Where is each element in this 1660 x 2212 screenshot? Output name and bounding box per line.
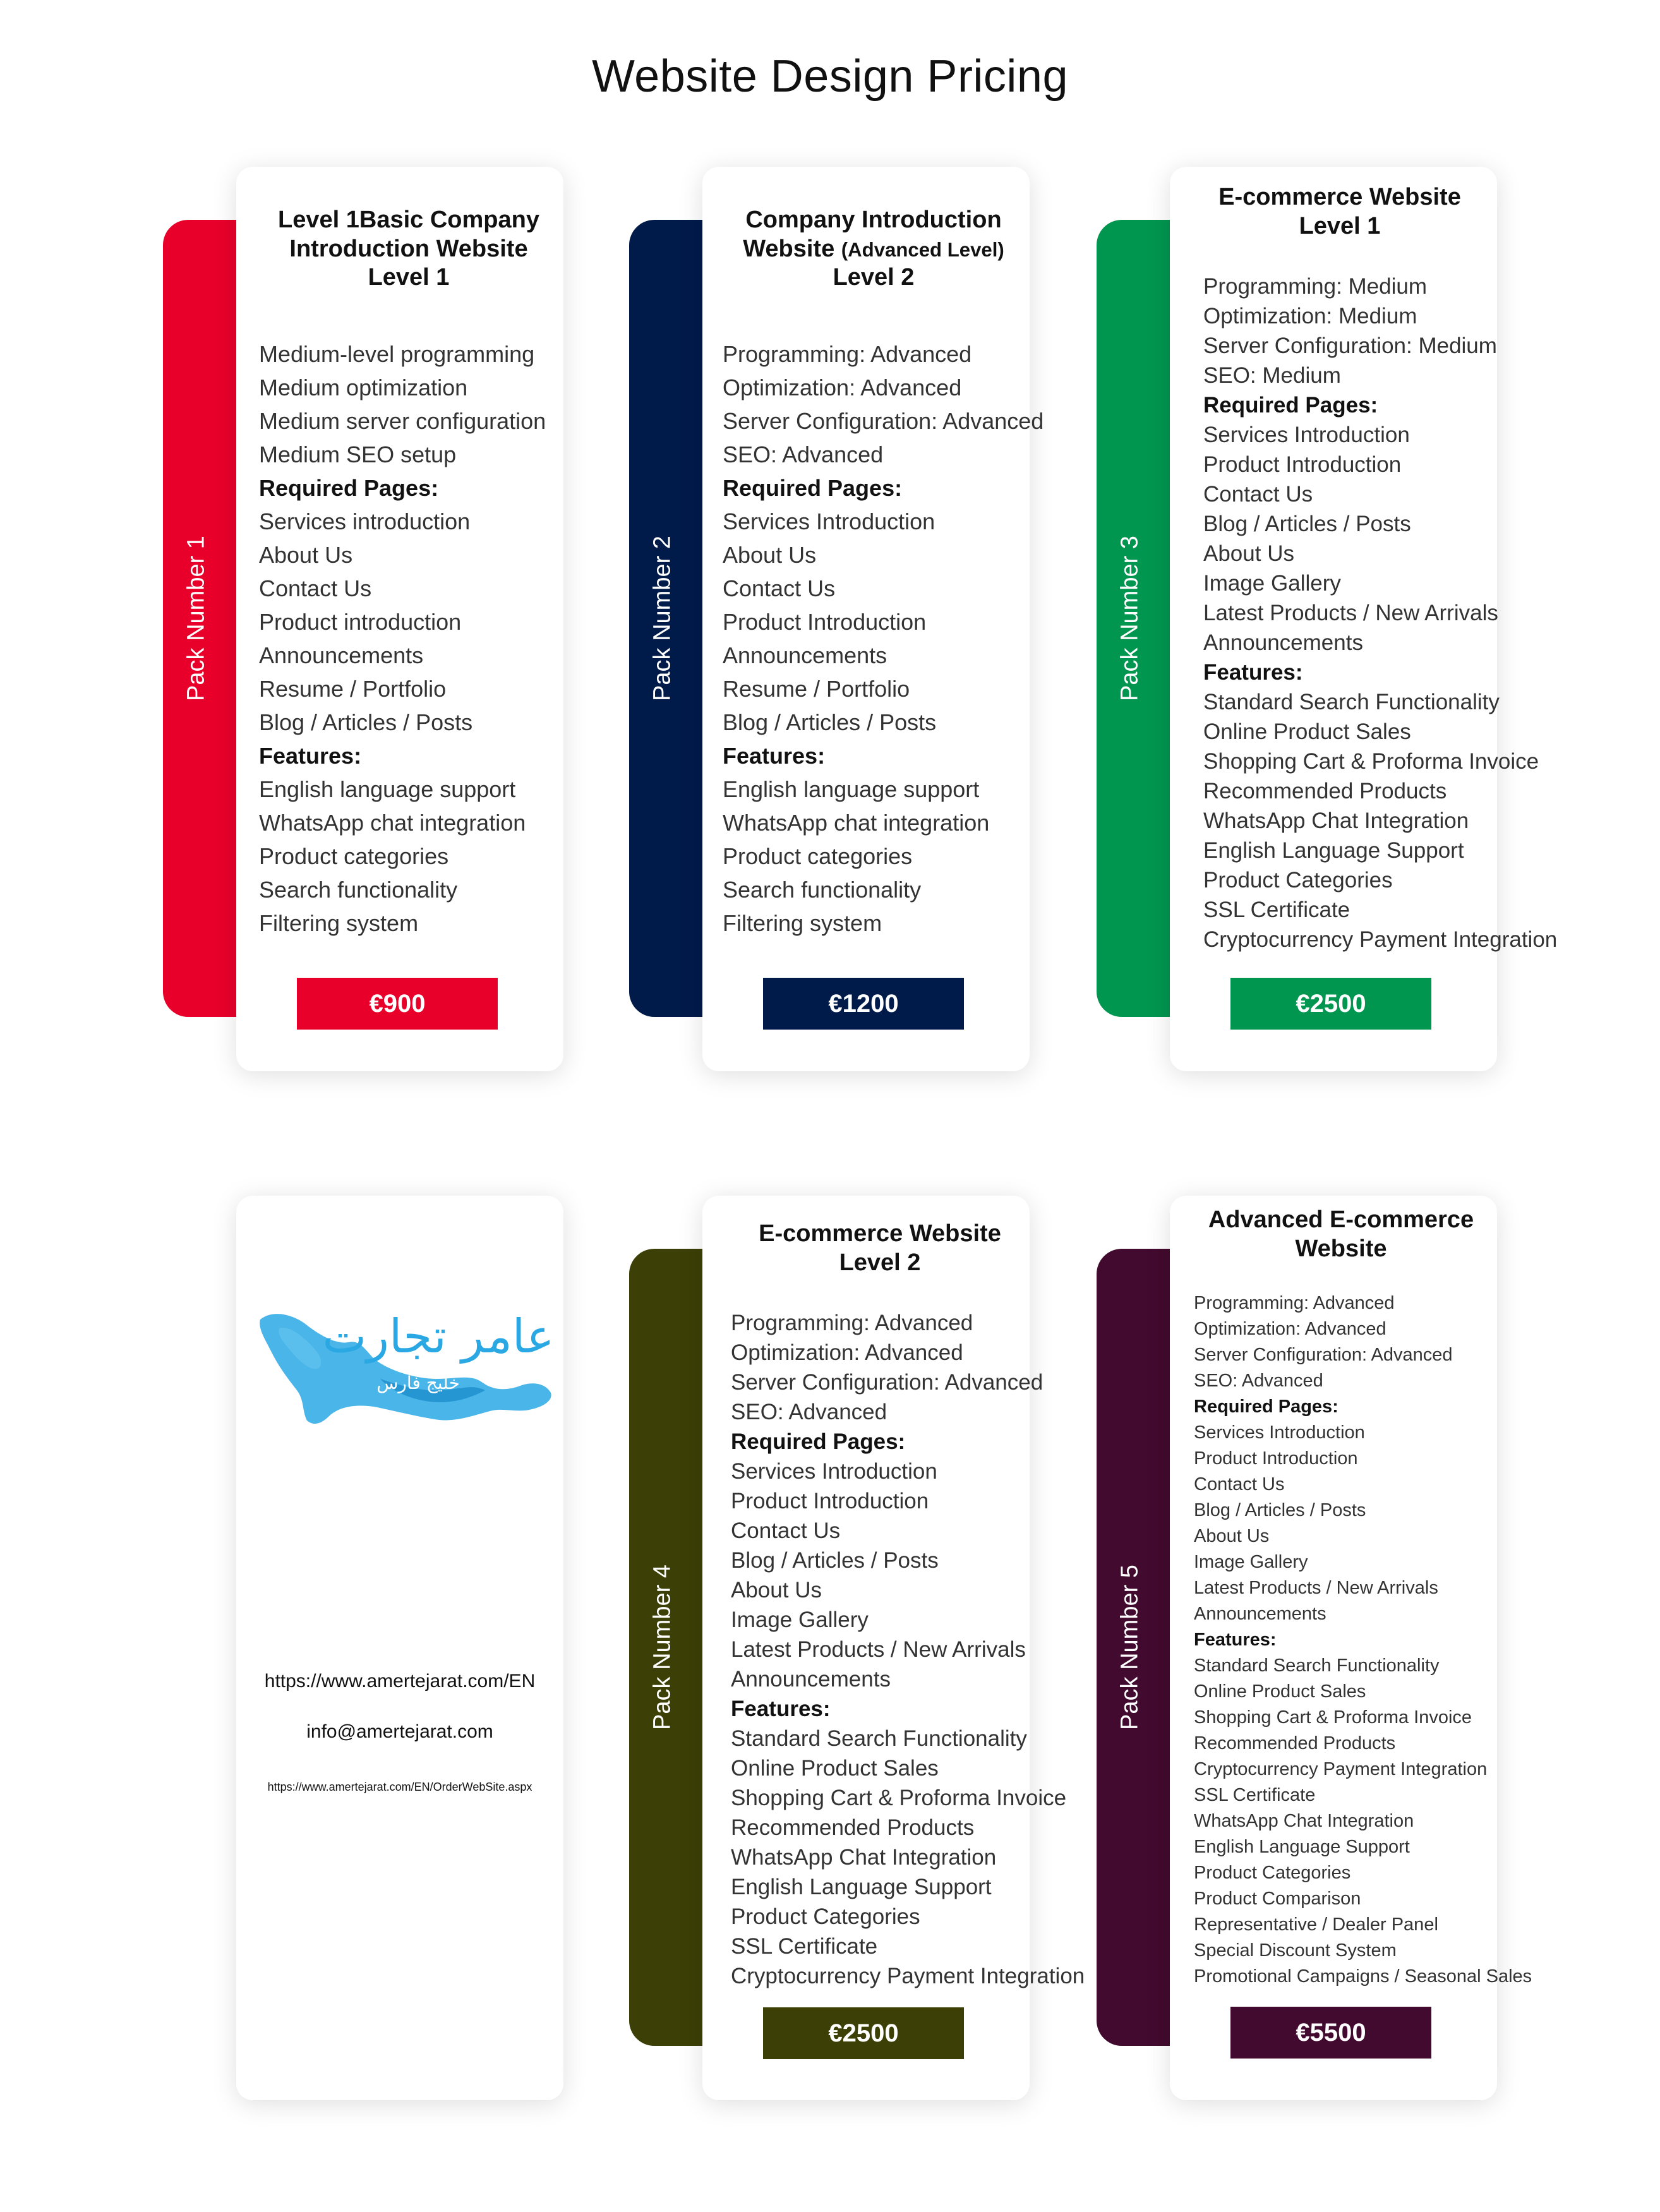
page-title: Website Design Pricing bbox=[592, 51, 1068, 102]
list-item: Server Configuration: Advanced bbox=[731, 1370, 1044, 1395]
section-heading: Required Pages: bbox=[1194, 1397, 1338, 1417]
list-item: Product Introduction bbox=[1203, 452, 1402, 477]
list-item: Server Configuration: Medium bbox=[1203, 334, 1497, 358]
list-item: Programming: Advanced bbox=[731, 1311, 973, 1335]
list-item: Filtering system bbox=[723, 910, 882, 936]
list-item: Recommended Products bbox=[1203, 779, 1447, 803]
list-item: Server Configuration: Advanced bbox=[723, 408, 1044, 434]
list-item: Product Introduction bbox=[723, 609, 927, 635]
list-item: Filtering system bbox=[259, 910, 419, 936]
list-item: Optimization: Advanced bbox=[731, 1340, 963, 1365]
pack-5-price: €5500 bbox=[1230, 2007, 1431, 2059]
list-item: SSL Certificate bbox=[1203, 898, 1350, 922]
section-heading: Required Pages: bbox=[1203, 393, 1378, 418]
list-item: WhatsApp chat integration bbox=[259, 810, 526, 836]
list-item: Programming: Advanced bbox=[1194, 1293, 1395, 1313]
pack-2-price: €1200 bbox=[763, 978, 964, 1030]
list-item: Representative / Dealer Panel bbox=[1194, 1914, 1438, 1935]
list-item: English language support bbox=[259, 776, 516, 802]
list-item: Medium SEO setup bbox=[259, 442, 457, 467]
pack-2-feature-list bbox=[723, 337, 1044, 940]
section-heading: Required Pages: bbox=[259, 475, 439, 501]
pack-5-tab-label: Pack Number 5 bbox=[1116, 1565, 1143, 1730]
list-item: Resume / Portfolio bbox=[723, 676, 910, 702]
section-heading: Features: bbox=[259, 743, 362, 769]
section-heading: Features: bbox=[1203, 660, 1303, 685]
list-item: Product Introduction bbox=[731, 1489, 929, 1513]
section-heading: Required Pages: bbox=[731, 1429, 906, 1454]
list-item: Blog / Articles / Posts bbox=[1194, 1500, 1366, 1520]
list-item: About Us bbox=[1194, 1526, 1270, 1546]
list-item: Product Introduction bbox=[1194, 1448, 1358, 1469]
pack-1-card bbox=[236, 167, 563, 1071]
list-item: English Language Support bbox=[731, 1875, 992, 1899]
list-item: Image Gallery bbox=[731, 1608, 869, 1632]
list-item: Services Introduction bbox=[1194, 1422, 1365, 1443]
section-heading: Features: bbox=[731, 1697, 831, 1721]
pack-3-card bbox=[1170, 167, 1558, 1071]
list-item: Latest Products / New Arrivals bbox=[731, 1637, 1026, 1662]
list-item: Contact Us bbox=[259, 575, 372, 601]
list-item: SEO: Advanced bbox=[723, 442, 884, 467]
list-item: WhatsApp Chat Integration bbox=[1194, 1811, 1414, 1831]
list-item: Services Introduction bbox=[723, 508, 935, 534]
section-heading: Features: bbox=[1194, 1630, 1277, 1650]
pack-4-feature-list bbox=[731, 1308, 1085, 1991]
list-item: Blog / Articles / Posts bbox=[731, 1548, 939, 1573]
list-item: Recommended Products bbox=[731, 1815, 975, 1840]
list-item: Image Gallery bbox=[1194, 1552, 1308, 1572]
list-item: Announcements bbox=[259, 642, 424, 668]
website-link[interactable]: https://www.amertejarat.com/EN bbox=[264, 1671, 536, 1692]
list-item: English language support bbox=[723, 776, 980, 802]
list-item: Shopping Cart & Proforma Invoice bbox=[731, 1786, 1067, 1810]
list-item: Announcements bbox=[1203, 630, 1363, 655]
list-item: Online Product Sales bbox=[1194, 1681, 1366, 1702]
list-item: Contact Us bbox=[731, 1518, 841, 1543]
pack-5-card bbox=[1170, 1196, 1532, 2100]
pack-3-feature-list bbox=[1203, 272, 1557, 954]
list-item: Announcements bbox=[731, 1667, 891, 1692]
list-item: Medium server configuration bbox=[259, 408, 546, 434]
list-item: Blog / Articles / Posts bbox=[259, 709, 473, 735]
list-item: Programming: Advanced bbox=[723, 341, 972, 367]
list-item: Online Product Sales bbox=[731, 1756, 939, 1781]
list-item: Special Discount System bbox=[1194, 1940, 1397, 1961]
list-item: Contact Us bbox=[723, 575, 836, 601]
list-item: Blog / Articles / Posts bbox=[723, 709, 937, 735]
list-item: Product categories bbox=[723, 843, 913, 869]
list-item: Optimization: Advanced bbox=[1194, 1319, 1386, 1339]
list-item: Online Product Sales bbox=[1203, 719, 1411, 744]
list-item: Resume / Portfolio bbox=[259, 676, 447, 702]
list-item: Announcements bbox=[723, 642, 887, 668]
list-item: Shopping Cart & Proforma Invoice bbox=[1203, 749, 1539, 774]
list-item: WhatsApp Chat Integration bbox=[731, 1845, 997, 1870]
list-item: Cryptocurrency Payment Integration bbox=[1203, 927, 1558, 952]
list-item: Optimization: Advanced bbox=[723, 375, 962, 400]
list-item: Services introduction bbox=[259, 508, 471, 534]
list-item: Contact Us bbox=[1194, 1474, 1285, 1494]
list-item: Promotional Campaigns / Seasonal Sales bbox=[1194, 1966, 1532, 1987]
list-item: Search functionality bbox=[259, 877, 458, 903]
list-item: SEO: Advanced bbox=[1194, 1371, 1323, 1391]
contact-card bbox=[236, 1196, 563, 2100]
list-item: About Us bbox=[1203, 541, 1294, 566]
list-item: Latest Products / New Arrivals bbox=[1194, 1578, 1438, 1598]
list-item: Server Configuration: Advanced bbox=[1194, 1345, 1453, 1365]
pack-1-price: €900 bbox=[297, 978, 498, 1030]
list-item: SEO: Medium bbox=[1203, 363, 1341, 388]
pack-2-title: Company Introduction Website (Advanced Level) Level 2 bbox=[743, 207, 1004, 291]
pack-4-price: €2500 bbox=[763, 2007, 964, 2059]
pack-3-price: €2500 bbox=[1230, 978, 1431, 1030]
list-item: Services Introduction bbox=[731, 1459, 937, 1484]
list-item: Cryptocurrency Payment Integration bbox=[1194, 1759, 1488, 1779]
list-item: SSL Certificate bbox=[1194, 1785, 1316, 1805]
list-item: Image Gallery bbox=[1203, 571, 1341, 596]
svg-text:خلیج فارس: خلیج فارس bbox=[376, 1373, 460, 1393]
logo-map-icon bbox=[254, 1284, 557, 1436]
pack-5-feature-list bbox=[1194, 1290, 1532, 1990]
list-item: WhatsApp Chat Integration bbox=[1203, 808, 1469, 833]
pack-3-tab-label: Pack Number 3 bbox=[1116, 536, 1143, 701]
list-item: Standard Search Functionality bbox=[731, 1726, 1027, 1751]
list-item: Shopping Cart & Proforma Invoice bbox=[1194, 1707, 1472, 1728]
company-logo bbox=[254, 1284, 557, 1436]
list-item: Optimization: Medium bbox=[1203, 304, 1417, 328]
pack-4-title: E-commerce Website Level 2 bbox=[759, 1220, 1001, 1276]
list-item: Programming: Medium bbox=[1203, 274, 1427, 299]
list-item: Announcements bbox=[1194, 1604, 1326, 1624]
pack-1-tab-label: Pack Number 1 bbox=[183, 536, 210, 701]
email-link[interactable]: info@amertejarat.com bbox=[306, 1721, 493, 1742]
list-item: WhatsApp chat integration bbox=[723, 810, 990, 836]
svg-text:عامر تجارت: عامر تجارت bbox=[322, 1309, 555, 1364]
list-item: Medium optimization bbox=[259, 375, 468, 400]
list-item: SEO: Advanced bbox=[731, 1400, 887, 1424]
list-item: Product Categories bbox=[1194, 1863, 1351, 1883]
list-item: Contact Us bbox=[1203, 482, 1313, 507]
list-item: English Language Support bbox=[1203, 838, 1464, 863]
list-item: Product Categories bbox=[731, 1904, 920, 1929]
list-item: Standard Search Functionality bbox=[1194, 1656, 1440, 1676]
list-item: Services Introduction bbox=[1203, 423, 1410, 447]
list-item: Cryptocurrency Payment Integration bbox=[731, 1964, 1085, 1988]
list-item: Blog / Articles / Posts bbox=[1203, 512, 1411, 536]
order-website-link[interactable]: https://www.amertejarat.com/EN/OrderWebSite.aspx bbox=[267, 1781, 532, 1793]
list-item: About Us bbox=[259, 542, 353, 568]
list-item: Recommended Products bbox=[1194, 1733, 1396, 1753]
list-item: English Language Support bbox=[1194, 1837, 1410, 1857]
pack-4-card bbox=[702, 1196, 1085, 2100]
list-item: About Us bbox=[731, 1578, 822, 1602]
section-heading: Required Pages: bbox=[723, 475, 903, 501]
list-item: Latest Products / New Arrivals bbox=[1203, 601, 1498, 625]
list-item: Medium-level programming bbox=[259, 341, 535, 367]
section-heading: Features: bbox=[723, 743, 826, 769]
list-item: Product categories bbox=[259, 843, 449, 869]
list-item: About Us bbox=[723, 542, 817, 568]
pack-1-title: Level 1Basic Company Introduction Website Level 1 bbox=[278, 207, 539, 291]
list-item: Product Categories bbox=[1203, 868, 1393, 893]
pack-5-title: Advanced E-commerce Website bbox=[1208, 1206, 1474, 1262]
list-item: SSL Certificate bbox=[731, 1934, 878, 1959]
pack-4-tab-label: Pack Number 4 bbox=[649, 1565, 676, 1730]
list-item: Standard Search Functionality bbox=[1203, 690, 1500, 714]
list-item: Product Comparison bbox=[1194, 1889, 1361, 1909]
pack-1-feature-list bbox=[259, 337, 546, 940]
pack-3-title: E-commerce Website Level 1 bbox=[1218, 184, 1461, 239]
pack-2-tab-label: Pack Number 2 bbox=[649, 536, 676, 701]
pack-2-card bbox=[702, 167, 1044, 1071]
list-item: Product introduction bbox=[259, 609, 462, 635]
list-item: Search functionality bbox=[723, 877, 922, 903]
